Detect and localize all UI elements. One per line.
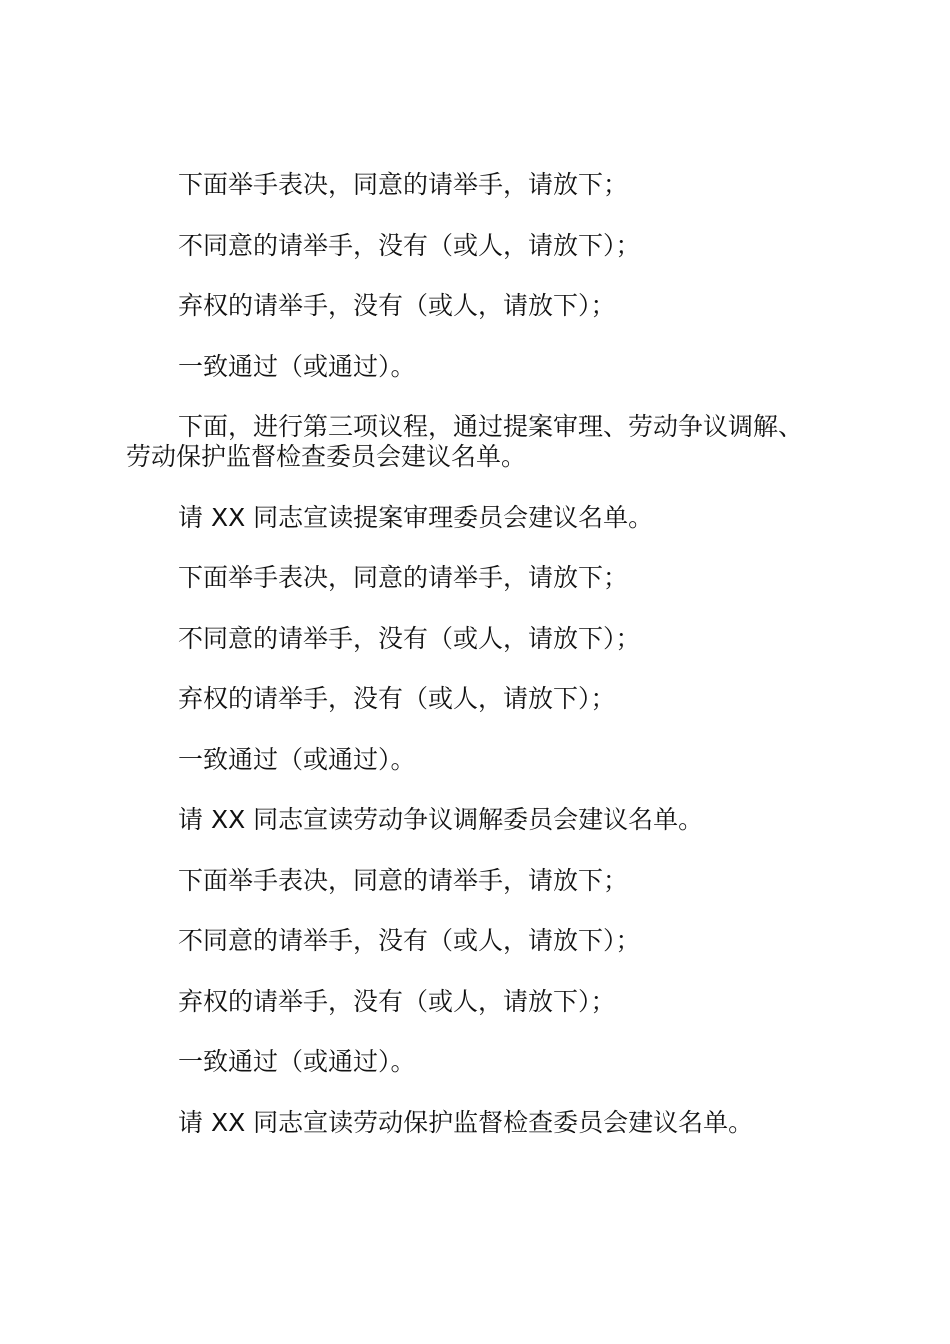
paragraph: 一致通过（或通过）。 xyxy=(178,744,416,774)
paragraph: 弃权的请举手，没有（或人，请放下）； xyxy=(178,684,616,713)
paragraph: 弃权的请举手，没有（或人，请放下）； xyxy=(178,986,616,1016)
paragraph: 一致通过（或通过）。 xyxy=(178,1047,416,1076)
paragraph: 下面举手表决，同意的请举手，请放下； xyxy=(178,170,629,199)
paragraph: 不同意的请举手，没有（或人，请放下）； xyxy=(178,623,641,653)
paragraph: 弃权的请举手，没有（或人，请放下）； xyxy=(178,291,616,320)
paragraph: 不同意的请举手，没有（或人，请放下）； xyxy=(178,926,641,955)
paragraph: 请 XX 同志宣读提案审理委员会建议名单。 xyxy=(178,502,654,532)
paragraph: 请 XX 同志宣读劳动保护监督检查委员会建议名单。 xyxy=(178,1107,754,1137)
paragraph: 下面举手表决，同意的请举手，请放下； xyxy=(178,865,629,895)
paragraph: 下面举手表决，同意的请举手，请放下； xyxy=(178,563,629,592)
paragraph: 请 XX 同志宣读劳动争议调解委员会建议名单。 xyxy=(178,805,704,834)
document-body xyxy=(126,170,826,1168)
paragraph: 一致通过（或通过）。 xyxy=(178,351,416,381)
paragraph: 下面，进行第三项议程，通过提案审理、劳动争议调解、劳动保护监督检查委员会建议名单。 xyxy=(126,412,804,471)
paragraph: 不同意的请举手，没有（或人，请放下）； xyxy=(178,230,641,260)
